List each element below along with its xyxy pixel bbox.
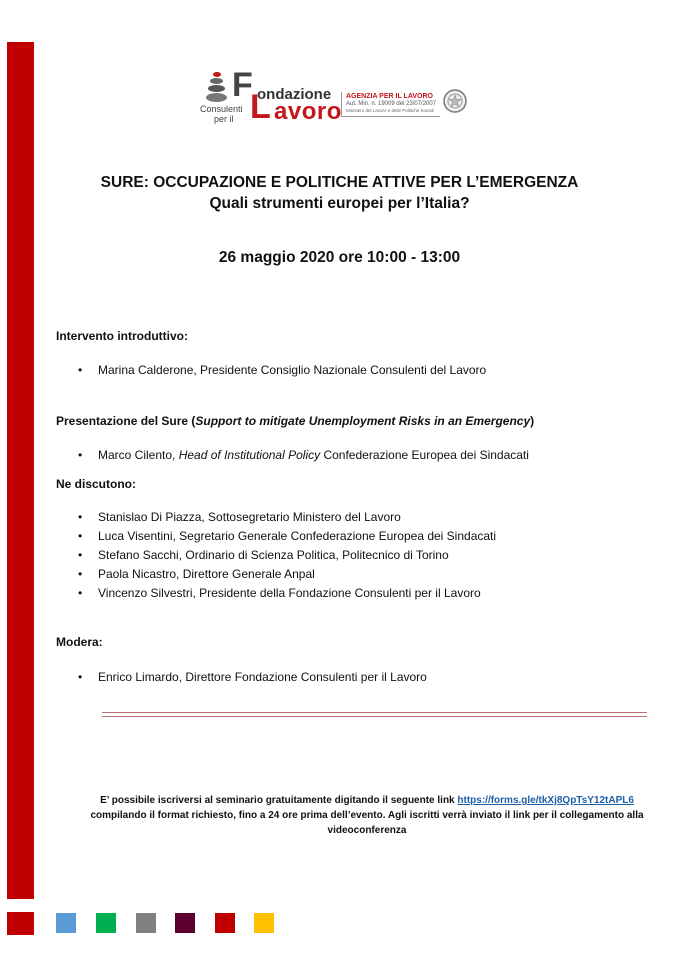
moderator-heading: Modera: [56,635,103,649]
list-item-text: Marina Calderone, Presidente Consiglio Nazionale Consulenti del Lavoro [98,363,487,377]
agency-authorization: Aut. Min. n. 19009 del 23/07/2007 [346,101,437,107]
color-square-red-large [7,912,34,935]
title-line-1: SURE: OCCUPAZIONE E POLITICHE ATTIVE PER L’EMERGENZA [100,174,579,191]
list-item [78,448,529,462]
color-square-maroon [175,913,195,933]
left-red-bar [7,42,34,899]
logo-per-il-text: per il [214,114,234,124]
agency-block [341,92,440,117]
list-item-text: Vincenzo Silvestri, Presidente della Fondazione Consulenti per il Lavoro [98,586,481,600]
list-item [78,510,401,524]
list-item-text: Stanislao Di Piazza, Sottosegretario Ministero del Lavoro [98,510,401,524]
color-square-green [96,913,116,933]
logo-f-letter: F [232,66,253,104]
event-date: 26 maggio 2020 ore 10:00 - 13:00 [218,249,461,266]
list-item [78,670,427,684]
logo-fondazione-consulenti [200,66,490,126]
speaker-org: Confederazione Europea dei Sindacati [320,448,529,462]
bullet-icon [78,567,98,581]
registration-link[interactable]: https://forms.gle/tkXj8QpTsY12tAPL6 [457,795,634,806]
list-item-text: Stefano Sacchi, Ordinario di Scienza Politica, Politecnico di Torino [98,548,449,562]
title-line-2: Quali strumenti europei per l’Italia? [209,195,470,212]
logo-fondazione-text: ondazione [257,86,332,103]
color-square-red [215,913,235,933]
divider-line [102,712,647,713]
bullet-icon [78,363,98,377]
list-item [78,567,315,581]
bullet-icon [78,529,98,543]
presentation-heading-prefix: Presentazione del Sure ( [56,414,196,428]
color-square-yellow [254,913,274,933]
list-item [78,548,449,562]
registration-text-2: compilando il format richiesto, fino a 24 ore prima dell’evento. Agli iscritti verrà inviato il link per il collegamento alla videoconferenza [90,810,644,836]
logo-consulenti-text: Consulenti [200,104,243,114]
speaker-role: Head of Institutional Policy [178,448,321,462]
bullet-icon [78,586,98,600]
color-square-gray [136,913,156,933]
list-item-text: Luca Visentini, Segretario Generale Confederazione Europea dei Sindacati [98,529,497,543]
discussion-heading: Ne discutono: [56,477,136,491]
list-item-text: Enrico Limardo, Direttore Fondazione Consulenti per il Lavoro [98,670,427,684]
speaker-name: Marco Cilento, [98,448,179,462]
event-title [0,172,679,214]
registration-text: E’ possibile iscriversi al seminario gratuitamente digitando il seguente link [100,795,458,806]
list-item-text: Paola Nicastro, Direttore Generale Anpal [98,567,315,581]
agency-title: AGENZIA PER IL LAVORO [346,93,433,100]
italian-emblem-icon [442,88,468,116]
presentation-heading-suffix: ) [530,414,535,428]
bullet-icon [78,670,98,684]
bullet-icon [78,548,98,562]
registration-note [82,793,652,838]
logo-lavoro-text: avoro [274,98,342,125]
list-item [78,363,486,377]
bullet-icon [78,510,98,524]
list-item [78,586,481,600]
stones-icon [204,72,230,106]
logo-l-letter: L [250,88,271,126]
bullet-icon [78,448,98,462]
list-item [78,529,496,543]
agency-ministry: Ministero del Lavoro e delle Politiche Sociali [346,108,434,113]
presentation-heading-italic: Support to mitigate Unemployment Risks in an Emergency [195,414,531,428]
intro-heading: Intervento introduttivo: [56,329,188,343]
presentation-heading [56,414,534,428]
color-square-blue [56,913,76,933]
divider-line [102,716,647,717]
